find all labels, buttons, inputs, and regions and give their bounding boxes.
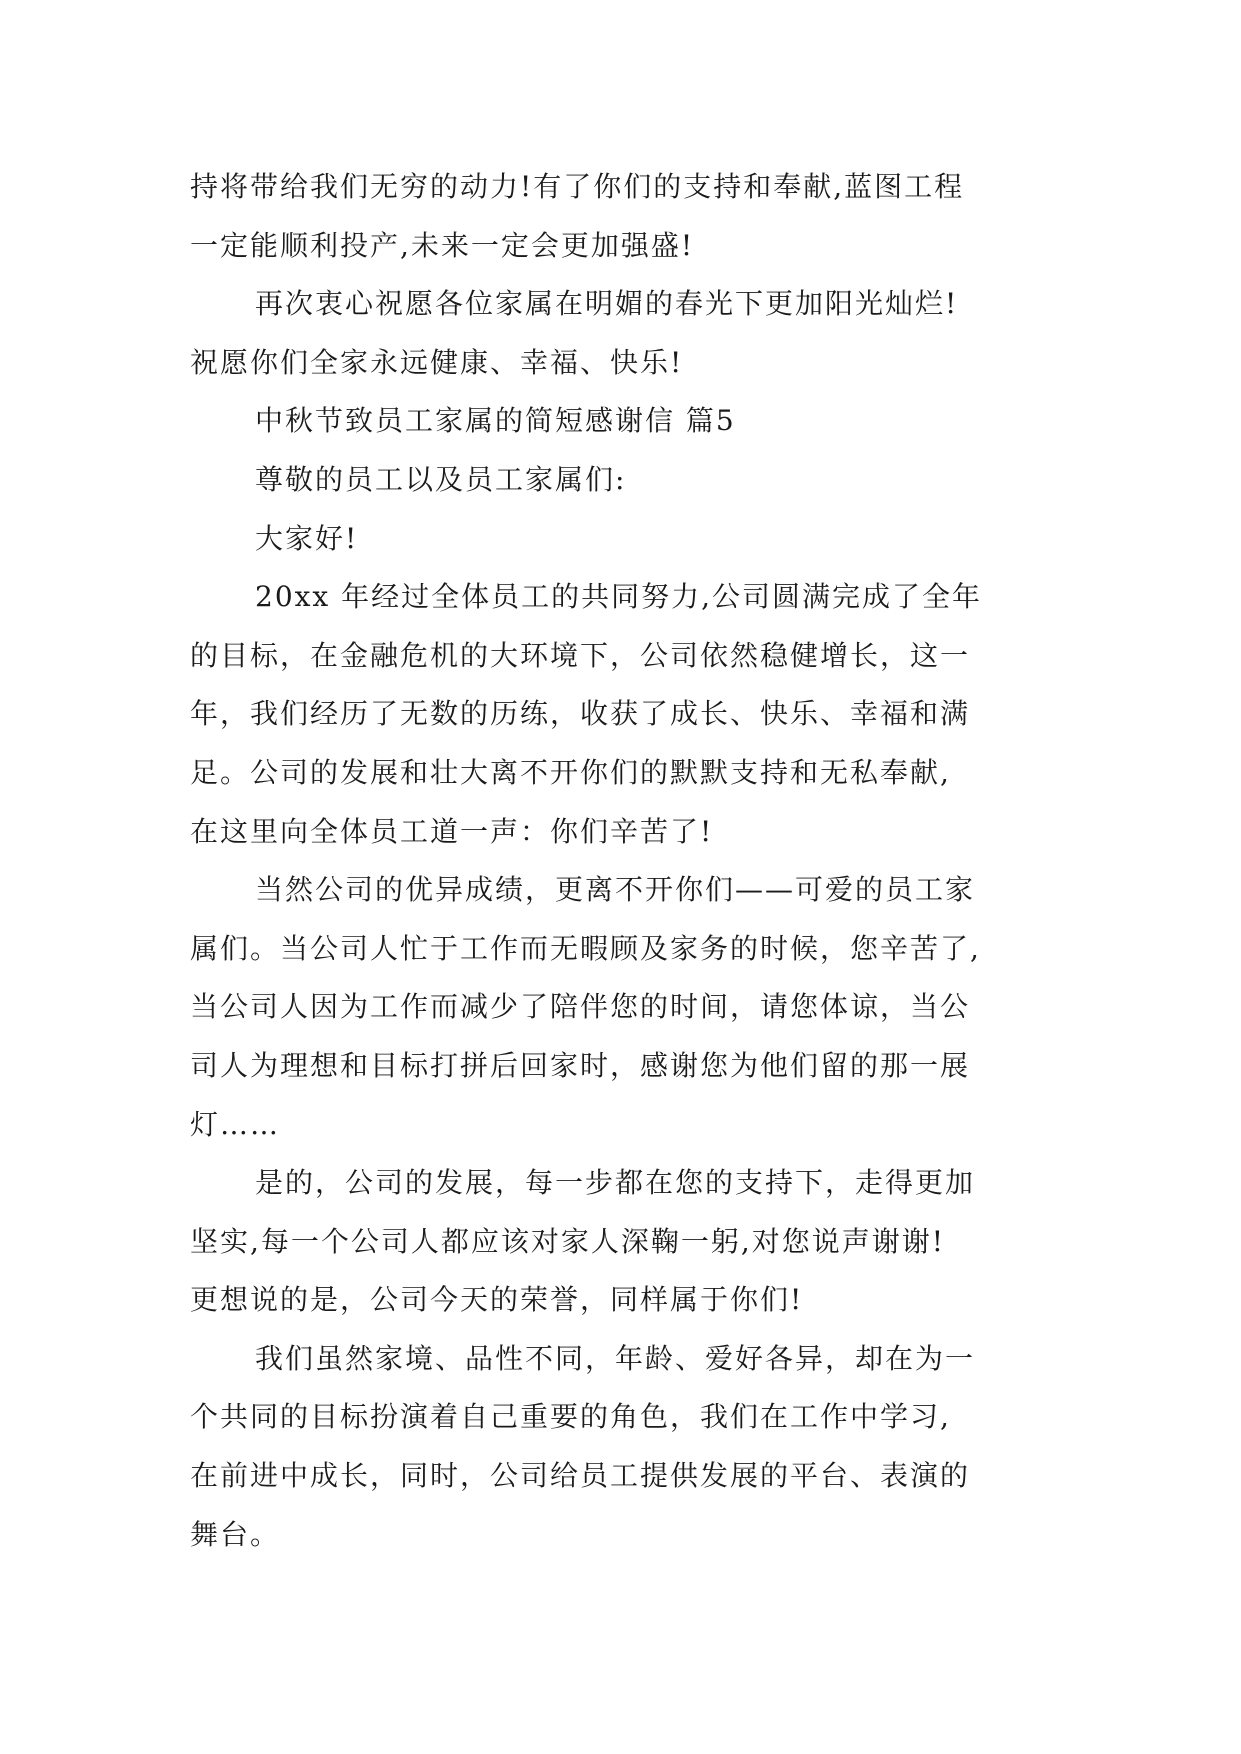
text-line: 司人为理想和目标打拼后回家时，感谢您为他们留的那一展	[190, 1048, 971, 1082]
text-line: 当然公司的优异成绩，更离不开你们——可爱的员工家	[255, 873, 976, 907]
salutation: 尊敬的员工以及员工家属们:	[255, 462, 627, 496]
text-line: 祝愿你们全家永远健康、幸福、快乐!	[190, 345, 684, 379]
text-line: 年，我们经历了无数的历练，收获了成长、快乐、幸福和满	[190, 697, 971, 731]
greeting: 大家好!	[255, 521, 359, 555]
text-line: 在这里向全体员工道一声：你们辛苦了!	[190, 814, 714, 848]
text-line: 属们。当公司人忙于工作而无暇顾及家务的时候，您辛苦了,	[190, 931, 981, 965]
text-line: 20xx 年经过全体员工的共同努力,公司圆满完成了全年	[255, 580, 983, 614]
text-line: 再次衷心祝愿各位家属在明媚的春光下更加阳光灿烂!	[255, 287, 959, 321]
text-line: 我们虽然家境、品性不同，年龄、爱好各异，却在为一	[255, 1341, 976, 1375]
text-line: 一定能顺利投产,未来一定会更加强盛!	[190, 228, 695, 262]
text-line: 更想说的是，公司今天的荣誉，同样属于你们!	[190, 1283, 804, 1317]
section-heading: 中秋节致员工家属的简短感谢信 篇5	[255, 404, 736, 438]
text-line: 是的，公司的发展，每一步都在您的支持下，走得更加	[255, 1166, 976, 1200]
text-line: 灯……	[190, 1107, 281, 1141]
text-line: 足。公司的发展和壮大离不开你们的默默支持和无私奉献,	[190, 755, 951, 789]
text-line: 当公司人因为工作而减少了陪伴您的时间，请您体谅，当公	[190, 990, 971, 1024]
text-line: 在前进中成长，同时，公司给员工提供发展的平台、表演的	[190, 1459, 971, 1493]
text-line: 持将带给我们无穷的动力!有了你们的支持和奉献,蓝图工程	[190, 170, 965, 203]
document-body	[190, 158, 1060, 1564]
text-line: 舞台。	[190, 1517, 281, 1551]
text-line: 个共同的目标扮演着自己重要的角色，我们在工作中学习,	[190, 1400, 951, 1434]
text-line: 的目标，在金融危机的大环境下，公司依然稳健增长，这一	[190, 638, 971, 672]
text-line: 坚实,每一个公司人都应该对家人深鞠一躬,对您说声谢谢!	[190, 1224, 946, 1258]
